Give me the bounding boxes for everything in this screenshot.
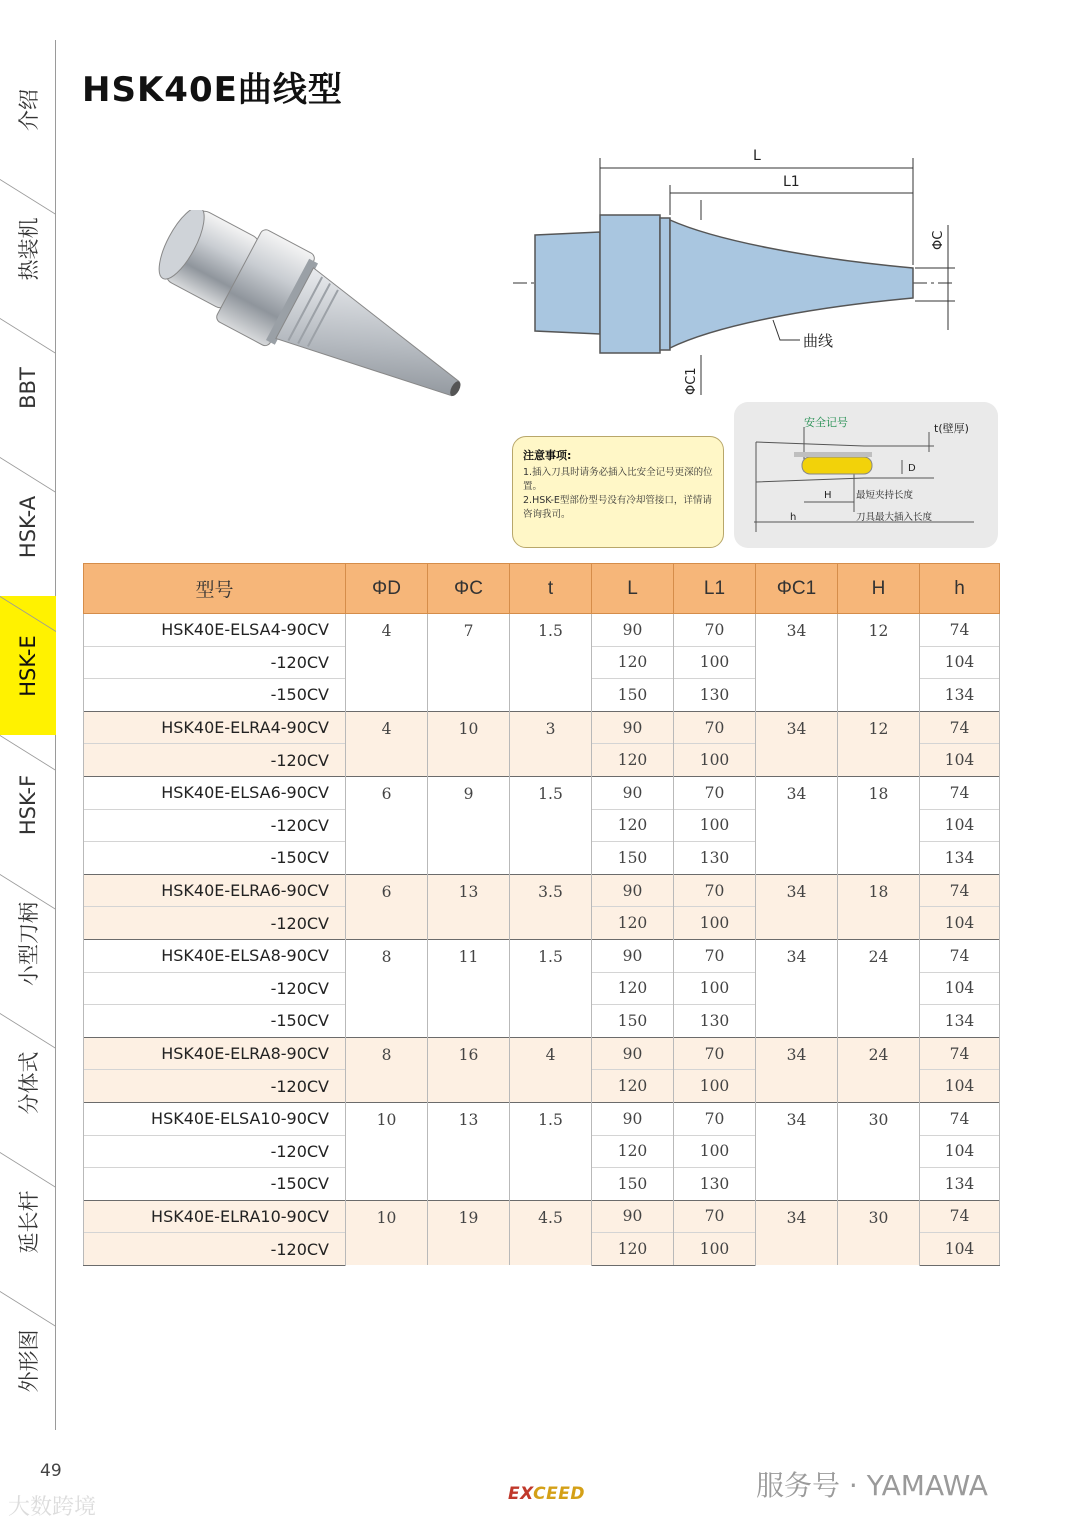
model-cell: -120CV xyxy=(84,907,346,940)
L1-cell: 70 xyxy=(674,939,756,972)
L1-cell: 70 xyxy=(674,1037,756,1070)
column-header: t xyxy=(510,564,592,614)
model-cell: -120CV xyxy=(84,1070,346,1103)
brand-logo-ex: EX xyxy=(508,1484,534,1504)
insertion-detail-box xyxy=(734,402,998,548)
L-cell: 90 xyxy=(592,1037,674,1070)
h-cell: 104 xyxy=(920,1233,1000,1266)
min-grip-length-label: 最短夹持长度 xyxy=(856,490,914,501)
side-tab-0[interactable] xyxy=(0,40,56,179)
phiD-cell: 10 xyxy=(346,1200,428,1265)
h-cell: 104 xyxy=(920,744,1000,777)
L1-cell: 70 xyxy=(674,614,756,647)
notice-line-2: 2.HSK-E型部份型号没有冷却管接口，详情请咨询我司。 xyxy=(523,495,712,520)
table-row xyxy=(84,1037,1000,1070)
L1-cell: 100 xyxy=(674,907,756,940)
table-row xyxy=(84,939,1000,972)
side-tab-label: 小型刀柄 xyxy=(16,901,41,986)
watermark-right: 服务号 · YAMAWA xyxy=(756,1469,988,1502)
table-row xyxy=(84,614,1000,647)
L1-cell: 130 xyxy=(674,842,756,875)
model-cell: -120CV xyxy=(84,646,346,679)
column-header: L xyxy=(592,564,674,614)
phiC-cell: 13 xyxy=(428,1102,510,1200)
notice-title: 注意事项: xyxy=(523,449,572,462)
detail-H-label: H xyxy=(824,490,832,501)
L1-cell: 100 xyxy=(674,744,756,777)
t-cell: 1.5 xyxy=(510,776,592,874)
notice-line-1: 1.插入刀具时请务必插入比安全记号更深的位置。 xyxy=(523,467,713,492)
phiD-cell: 8 xyxy=(346,939,428,1037)
L1-cell: 100 xyxy=(674,972,756,1005)
side-tab-label: 分体式 xyxy=(16,1051,41,1114)
insertion-detail-drawing xyxy=(734,402,998,548)
L1-cell: 70 xyxy=(674,711,756,744)
model-cell: -150CV xyxy=(84,1005,346,1038)
phiD-cell: 4 xyxy=(346,711,428,776)
h-cell: 104 xyxy=(920,972,1000,1005)
safety-mark-label: 安全记号 xyxy=(804,416,848,429)
t-cell: 1.5 xyxy=(510,939,592,1037)
H-cell: 24 xyxy=(838,939,920,1037)
brand-logo xyxy=(508,1484,585,1504)
phiC-cell: 16 xyxy=(428,1037,510,1102)
H-cell: 18 xyxy=(838,776,920,874)
model-cell: -150CV xyxy=(84,842,346,875)
L1-cell: 130 xyxy=(674,1005,756,1038)
phiC-cell: 7 xyxy=(428,614,510,712)
model-cell: HSK40E-ELSA6-90CV xyxy=(84,776,346,809)
model-cell: HSK40E-ELSA10-90CV xyxy=(84,1102,346,1135)
L1-cell: 100 xyxy=(674,1070,756,1103)
H-cell: 30 xyxy=(838,1102,920,1200)
phiC-cell: 10 xyxy=(428,711,510,776)
model-cell: HSK40E-ELRA4-90CV xyxy=(84,711,346,744)
column-header: L1 xyxy=(674,564,756,614)
side-tab-8[interactable] xyxy=(0,1152,56,1291)
t-cell: 1.5 xyxy=(510,1102,592,1200)
side-tab-label: 延长杆 xyxy=(16,1190,41,1253)
L-cell: 120 xyxy=(592,972,674,1005)
side-tab-6[interactable] xyxy=(0,874,56,1013)
dim-phiC1-label: ΦC1 xyxy=(684,367,699,395)
column-header: ΦC xyxy=(428,564,510,614)
side-tab-3[interactable] xyxy=(0,457,56,596)
H-cell: 12 xyxy=(838,614,920,712)
phiC1-cell: 34 xyxy=(756,614,838,712)
brand-logo-rest: CEED xyxy=(533,1484,585,1504)
L-cell: 120 xyxy=(592,809,674,842)
h-cell: 134 xyxy=(920,842,1000,875)
L1-cell: 100 xyxy=(674,1135,756,1168)
L-cell: 90 xyxy=(592,874,674,907)
phiD-cell: 10 xyxy=(346,1102,428,1200)
curve-label: 曲线 xyxy=(803,332,834,350)
dim-L-label: L xyxy=(753,148,761,164)
model-cell: -120CV xyxy=(84,809,346,842)
h-cell: 74 xyxy=(920,711,1000,744)
phiC1-cell: 34 xyxy=(756,939,838,1037)
model-cell: HSK40E-ELRA6-90CV xyxy=(84,874,346,907)
t-cell: 3.5 xyxy=(510,874,592,939)
dim-L1-label: L1 xyxy=(783,174,800,190)
L-cell: 90 xyxy=(592,614,674,647)
L1-cell: 100 xyxy=(674,809,756,842)
spec-table xyxy=(83,563,1000,1266)
page-number: 49 xyxy=(40,1461,62,1481)
side-tab-4[interactable] xyxy=(0,596,56,735)
model-cell: -150CV xyxy=(84,679,346,712)
column-header: 型号 xyxy=(84,564,346,614)
H-cell: 18 xyxy=(838,874,920,939)
t-cell: 4.5 xyxy=(510,1200,592,1265)
h-cell: 134 xyxy=(920,679,1000,712)
max-insert-length-label: 刀具最大插入长度 xyxy=(856,512,933,523)
h-cell: 104 xyxy=(920,1070,1000,1103)
h-cell: 74 xyxy=(920,614,1000,647)
product-photo xyxy=(110,210,490,470)
phiC1-cell: 34 xyxy=(756,874,838,939)
model-cell: -120CV xyxy=(84,1233,346,1266)
side-tab-label: BBT xyxy=(15,366,40,409)
h-cell: 104 xyxy=(920,646,1000,679)
model-cell: HSK40E-ELRA10-90CV xyxy=(84,1200,346,1233)
model-cell: HSK40E-ELRA8-90CV xyxy=(84,1037,346,1070)
wall-thickness-label: t(壁厚) xyxy=(934,422,969,435)
h-cell: 74 xyxy=(920,776,1000,809)
side-tab-label: HSK-E xyxy=(16,634,40,697)
L1-cell: 130 xyxy=(674,1168,756,1201)
side-tab-label: HSK-A xyxy=(15,495,40,558)
phiC1-cell: 34 xyxy=(756,1102,838,1200)
t-cell: 1.5 xyxy=(510,614,592,712)
L-cell: 90 xyxy=(592,939,674,972)
side-tab-rail xyxy=(0,40,56,1430)
L-cell: 90 xyxy=(592,1200,674,1233)
h-cell: 74 xyxy=(920,939,1000,972)
column-header: h xyxy=(920,564,1000,614)
H-cell: 24 xyxy=(838,1037,920,1102)
phiC-cell: 13 xyxy=(428,874,510,939)
phiD-cell: 6 xyxy=(346,874,428,939)
L-cell: 120 xyxy=(592,1070,674,1103)
model-cell: HSK40E-ELSA8-90CV xyxy=(84,939,346,972)
H-cell: 30 xyxy=(838,1200,920,1265)
h-cell: 74 xyxy=(920,1037,1000,1070)
detail-h-label: h xyxy=(790,512,797,523)
L-cell: 150 xyxy=(592,842,674,875)
column-header: ΦD xyxy=(346,564,428,614)
table-row xyxy=(84,776,1000,809)
model-cell: -120CV xyxy=(84,1135,346,1168)
phiD-cell: 6 xyxy=(346,776,428,874)
watermark-left: 大数跨境 xyxy=(8,1495,97,1520)
L1-cell: 70 xyxy=(674,1200,756,1233)
L1-cell: 100 xyxy=(674,1233,756,1266)
L-cell: 120 xyxy=(592,1135,674,1168)
side-tab-label: 介绍 xyxy=(16,88,41,131)
t-cell: 3 xyxy=(510,711,592,776)
side-tab-2[interactable] xyxy=(0,318,56,457)
phiC-cell: 11 xyxy=(428,939,510,1037)
L-cell: 120 xyxy=(592,646,674,679)
model-cell: -150CV xyxy=(84,1168,346,1201)
h-cell: 74 xyxy=(920,874,1000,907)
tech-drawing xyxy=(505,140,975,405)
h-cell: 134 xyxy=(920,1005,1000,1038)
L-cell: 90 xyxy=(592,776,674,809)
phiC1-cell: 34 xyxy=(756,1200,838,1265)
page-title: HSK40E曲线型 xyxy=(82,70,343,110)
L1-cell: 100 xyxy=(674,646,756,679)
h-cell: 104 xyxy=(920,907,1000,940)
side-tab-7[interactable] xyxy=(0,1013,56,1152)
L-cell: 150 xyxy=(592,1005,674,1038)
detail-D-label: D xyxy=(908,463,916,474)
h-cell: 104 xyxy=(920,1135,1000,1168)
side-tab-1[interactable] xyxy=(0,179,56,318)
model-cell: HSK40E-ELSA4-90CV xyxy=(84,614,346,647)
h-cell: 74 xyxy=(920,1200,1000,1233)
phiC1-cell: 34 xyxy=(756,711,838,776)
h-cell: 104 xyxy=(920,809,1000,842)
L-cell: 120 xyxy=(592,1233,674,1266)
phiD-cell: 4 xyxy=(346,614,428,712)
side-tab-label: 外形图 xyxy=(16,1329,41,1392)
phiC-cell: 9 xyxy=(428,776,510,874)
h-cell: 74 xyxy=(920,1102,1000,1135)
phiC1-cell: 34 xyxy=(756,776,838,874)
L1-cell: 130 xyxy=(674,679,756,712)
H-cell: 12 xyxy=(838,711,920,776)
phiC1-cell: 34 xyxy=(756,1037,838,1102)
model-cell: -120CV xyxy=(84,972,346,1005)
phiC-cell: 19 xyxy=(428,1200,510,1265)
table-row xyxy=(84,1102,1000,1135)
side-tab-label: 热装机 xyxy=(16,217,41,280)
L-cell: 90 xyxy=(592,711,674,744)
L1-cell: 70 xyxy=(674,1102,756,1135)
phiD-cell: 8 xyxy=(346,1037,428,1102)
h-cell: 134 xyxy=(920,1168,1000,1201)
L-cell: 150 xyxy=(592,1168,674,1201)
part-outline xyxy=(535,215,913,353)
table-header-row xyxy=(84,564,1000,614)
table-row xyxy=(84,711,1000,744)
side-tab-label: HSK-F xyxy=(15,774,40,835)
table-row xyxy=(84,874,1000,907)
L-cell: 120 xyxy=(592,744,674,777)
L1-cell: 70 xyxy=(674,776,756,809)
dim-phiC-label: ΦC xyxy=(931,230,946,250)
table-row xyxy=(84,1200,1000,1233)
side-tab-9[interactable] xyxy=(0,1291,56,1430)
t-cell: 4 xyxy=(510,1037,592,1102)
L-cell: 150 xyxy=(592,679,674,712)
table-body xyxy=(84,614,1000,1266)
L-cell: 120 xyxy=(592,907,674,940)
L1-cell: 70 xyxy=(674,874,756,907)
L-cell: 90 xyxy=(592,1102,674,1135)
column-header: ΦC1 xyxy=(756,564,838,614)
model-cell: -120CV xyxy=(84,744,346,777)
notice-box xyxy=(512,436,724,548)
column-header: H xyxy=(838,564,920,614)
side-tab-5[interactable] xyxy=(0,735,56,874)
